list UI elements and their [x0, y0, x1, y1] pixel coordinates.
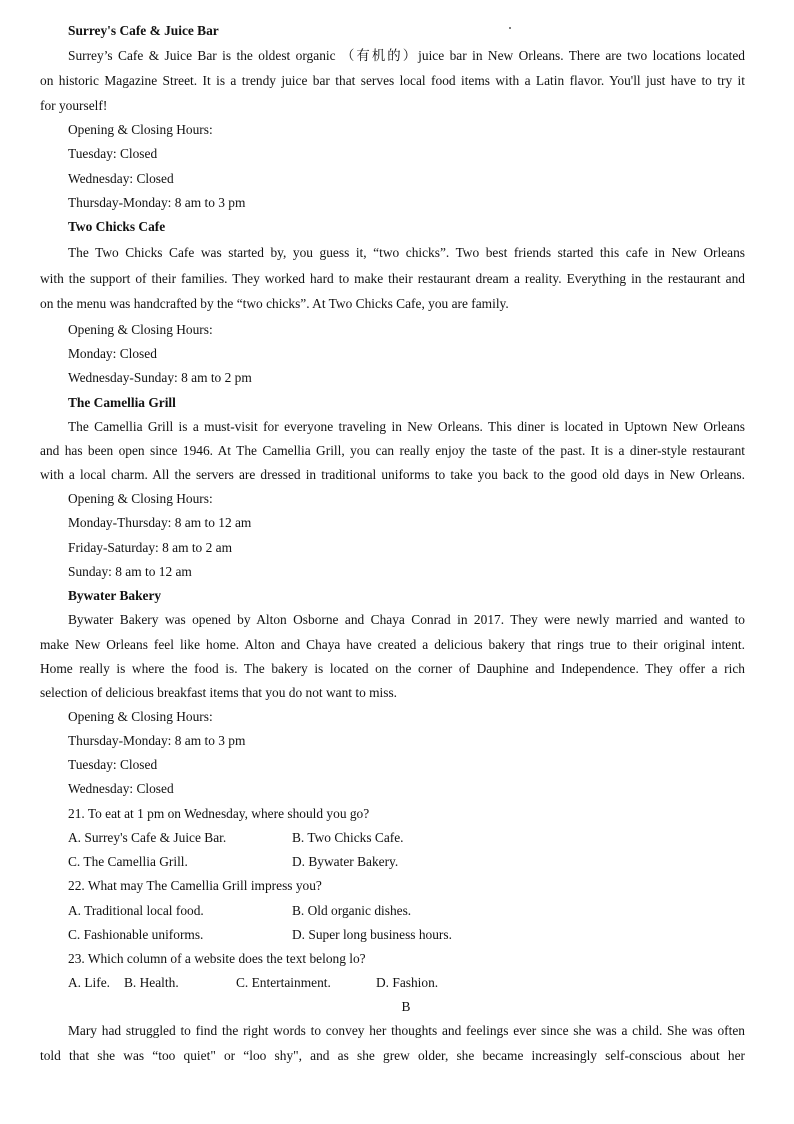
- section-heading-camellia-grill: The Camellia Grill: [68, 395, 176, 410]
- paragraph-line: and has been open since 1946. At The Camellia Grill, you can really enjoy the taste of the past. It is a diner-style restaurant: [40, 443, 745, 458]
- hours-title: Opening & Closing Hours:: [68, 491, 213, 506]
- paragraph-line: make New Orleans feel like home. Alton and Chaya have created a delicious bakery that rings true to their original intent.: [40, 637, 745, 652]
- hours-line: Sunday: 8 am to 12 am: [68, 564, 192, 579]
- hours-line: Monday: Closed: [68, 346, 157, 361]
- paragraph-line: with a local charm. All the servers are dressed in traditional uniforms to take you back to the good old days in New Orleans.: [40, 467, 745, 482]
- hours-line: Tuesday: Closed: [68, 146, 158, 161]
- paragraph-line: Mary had struggled to find the right words to convey her thoughts and feelings ever since she was a child. She was often: [68, 1023, 745, 1038]
- paragraph-line: on historic Magazine Street. It is a trendy juice bar that serves local food items with a Latin flavor. You'll just have to try it: [40, 73, 745, 88]
- option-23-d: D. Fashion.: [376, 975, 439, 990]
- hours-title: Opening & Closing Hours:: [68, 322, 213, 337]
- hours-line: Thursday-Monday: 8 am to 3 pm: [68, 195, 246, 210]
- paragraph-line: Bywater Bakery was opened by Alton Osborne and Chaya Conrad in 2017. They were newly married and wanted to: [68, 612, 745, 627]
- hours-title: Opening & Closing Hours:: [68, 122, 213, 137]
- option-23-b: B. Health.: [124, 975, 179, 990]
- paragraph-line: with the support of their families. They worked hard to make their restaurant dream a reality. Everything in the restaurant and: [40, 271, 745, 286]
- hours-line: Monday-Thursday: 8 am to 12 am: [68, 515, 252, 530]
- question-stem-23: 23. Which column of a website does the text belong lo?: [68, 951, 366, 966]
- section-heading-bywater-bakery: Bywater Bakery: [68, 588, 162, 603]
- hours-title: Opening & Closing Hours:: [68, 709, 213, 724]
- option-21-a: A. Surrey's Cafe & Juice Bar.: [68, 830, 227, 845]
- section-heading-surreys: Surrey's Cafe & Juice Bar: [68, 23, 219, 38]
- passage-b-label: B: [401, 999, 411, 1014]
- hours-line: Wednesday: Closed: [68, 781, 174, 796]
- paragraph-line: Home really is where the food is. The bakery is located on the corner of Dauphine and Independence. They offer a rich: [40, 661, 745, 676]
- option-22-c: C. Fashionable uniforms.: [68, 927, 204, 942]
- hours-line: Thursday-Monday: 8 am to 3 pm: [68, 733, 246, 748]
- paragraph-line: The Two Chicks Cafe was started by, you guess it, “two chicks”. Two best friends started this cafe in New Orleans: [68, 245, 745, 260]
- option-22-a: A. Traditional local food.: [68, 903, 204, 918]
- paragraph-line: on the menu was handcrafted by the “two chicks”. At Two Chicks Cafe, you are family.: [40, 296, 509, 311]
- option-21-d: D. Bywater Bakery.: [292, 854, 399, 869]
- hours-line: Wednesday-Sunday: 8 am to 2 pm: [68, 370, 252, 385]
- question-stem-22: 22. What may The Camellia Grill impress you?: [68, 878, 322, 893]
- hours-line: Tuesday: Closed: [68, 757, 158, 772]
- hours-line: Friday-Saturday: 8 am to 2 am: [68, 540, 233, 555]
- option-21-b: B. Two Chicks Cafe.: [292, 830, 404, 845]
- paragraph-line: Surrey’s Cafe & Juice Bar is the oldest organic （有机的）juice bar in New Orleans. There are two locations located: [68, 48, 745, 63]
- paragraph-line: The Camellia Grill is a must-visit for everyone traveling in New Orleans. This diner is located in Uptown New Orleans: [68, 419, 745, 434]
- paragraph-line: told that she was “too quiet" or “loo shy", and as she grew older, she became increasingly self-conscious about her: [40, 1048, 745, 1063]
- option-21-c: C. The Camellia Grill.: [68, 854, 188, 869]
- option-22-b: B. Old organic dishes.: [292, 903, 412, 918]
- option-23-a: A. Life.: [68, 975, 111, 990]
- option-23-c: C. Entertainment.: [236, 975, 331, 990]
- option-22-d: D. Super long business hours.: [292, 927, 452, 942]
- question-stem-21: 21. To eat at 1 pm on Wednesday, where should you go?: [68, 806, 370, 821]
- hours-line: Wednesday: Closed: [68, 171, 174, 186]
- scan-speck: [509, 27, 511, 29]
- paragraph-line: for yourself!: [40, 98, 108, 113]
- section-heading-two-chicks: Two Chicks Cafe: [68, 219, 166, 234]
- paragraph-line: selection of delicious breakfast items that you do not want to miss.: [40, 685, 398, 700]
